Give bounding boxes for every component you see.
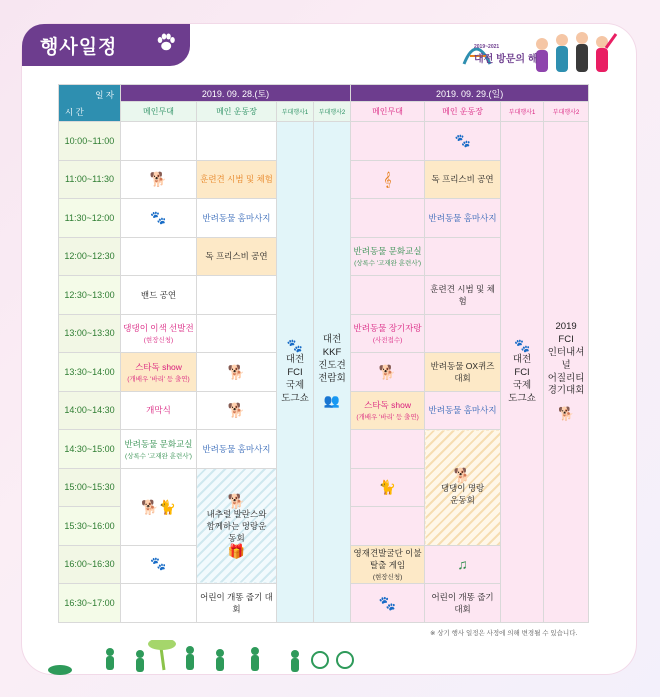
dog-icon: 🐕 (453, 467, 472, 484)
dog-icon: 🐕 (557, 406, 575, 422)
time-slot: 10:00~11:00 (59, 122, 121, 161)
day2-main-stage-header: 메인무대 (351, 102, 425, 122)
time-slot: 12:00~12:30 (59, 237, 121, 276)
time-slot: 11:00~11:30 (59, 160, 121, 199)
music-note-icon: ♫ (457, 556, 468, 573)
time-slot: 13:30~14:00 (59, 353, 121, 392)
schedule-cell (425, 314, 501, 353)
schedule-cell (425, 122, 501, 161)
day1-main-ground-header: 메인 운동장 (197, 102, 277, 122)
schedule-cell (121, 199, 197, 238)
day1-class: 반려동물 문화교실 (상록수 '고재완 훈련사') (121, 430, 197, 469)
corner-header: 일 자 시 간 (59, 85, 121, 122)
time-slot: 14:30~15:00 (59, 430, 121, 469)
day1-frisbee: 독 프리스비 공연 (197, 237, 277, 276)
dog-icon: 🐕 (227, 402, 246, 419)
day1-opening: 개막식 (121, 391, 197, 430)
day2-startok: 스타독 show (개배우 '바리' 등 출연) (351, 391, 425, 430)
dog-icon: 🐈 (378, 479, 397, 496)
paw-icon: 🐾 (150, 209, 167, 225)
time-slot: 16:30~17:00 (59, 584, 121, 623)
schedule-cell (351, 122, 425, 161)
music-note-icon: 𝄞 (383, 171, 392, 188)
event-logo (456, 24, 626, 86)
schedule-cell (197, 353, 277, 392)
day1-header: 2019. 09. 28.(토) (121, 85, 351, 102)
schedule-cell (425, 237, 501, 276)
dog-icon: 🐕 (378, 363, 397, 380)
paw-icon: 🐾 (378, 594, 397, 611)
schedule-cell (425, 545, 501, 584)
schedule-cell (121, 468, 197, 545)
time-slot: 16:00~16:30 (59, 545, 121, 584)
time-slot: 15:00~15:30 (59, 468, 121, 507)
schedule-cell (351, 584, 425, 623)
schedule-cell (351, 468, 425, 507)
gift-icon: 🎁 (227, 542, 246, 559)
time-slot: 11:30~12:00 (59, 199, 121, 238)
dog-icon: 🐕 (149, 171, 168, 188)
day1-side1-event: 🐾 대전 FCI 국제 도그쇼 (277, 122, 314, 623)
day2-main-ground-header: 메인 운동장 (425, 102, 501, 122)
schedule-table (58, 84, 589, 623)
logo-text: 2019~2021 대전 방문의 해 (474, 44, 538, 65)
day2-class: 반려동물 문화교실 (상록수 '고재완 훈련사') (351, 237, 425, 276)
schedule-cell (197, 276, 277, 315)
dog-icon: 🐕 (227, 492, 246, 509)
day2-side2-header: 부대행사2 (544, 102, 589, 122)
day2-frisbee: 독 프리스비 공연 (425, 160, 501, 199)
day2-training-demo: 훈련견 시범 및 체험 (425, 276, 501, 315)
day2-ox-quiz: 반려동물 OX퀴즈대회 (425, 353, 501, 392)
title-text: 행사일정 (40, 36, 118, 58)
day1-side2-event: 대전 KKF 진도견 전람회 👥 (314, 122, 351, 623)
day1-massage: 반려동물 홈마사지 (197, 199, 277, 238)
paw-icon: 🐾 (454, 132, 471, 148)
day2-massage: 반려동물 홈마사지 (425, 199, 501, 238)
day1-main-stage-header: 메인무대 (121, 102, 197, 122)
day2-talent: 반려동물 장기자랑 (사전접수) (351, 314, 425, 353)
page-title (22, 24, 190, 66)
time-slot: 15:30~16:00 (59, 507, 121, 546)
schedule-cell (351, 160, 425, 199)
people-icon: 👥 (323, 393, 341, 409)
day2-header: 2019. 09. 29.(일) (351, 85, 589, 102)
schedule-cell (197, 122, 277, 161)
paw-icon: 🐾 (150, 556, 167, 572)
day1-startok: 스타독 show (개배우 '바리' 등 출연) (121, 353, 197, 392)
day1-side1-header: 부대행사1 (277, 102, 314, 122)
schedule-cell (121, 122, 197, 161)
schedule-cell (121, 545, 197, 584)
paw-icon (154, 31, 178, 61)
day1-training-demo: 훈련견 시범 및 체험 (197, 160, 277, 199)
schedule-cell (121, 160, 197, 199)
footnote: ※ 상기 행사 일정은 사정에 의해 변경될 수 있습니다. (430, 630, 578, 637)
day2-massage-2: 반려동물 홈마사지 (425, 391, 501, 430)
people-icon (40, 640, 460, 680)
schedule-cell (351, 353, 425, 392)
day1-balance: 🐕 내추럴 발란스와 함께하는 멍랑운동회 🎁 (197, 468, 277, 584)
day2-side2-event: 2019 FCI 인터내셔널 어질리티 경기대회 🐕 (544, 122, 589, 623)
time-slot: 12:30~13:00 (59, 276, 121, 315)
day1-cat-contest: 댕댕이 이색 선발전 (현장신청) (121, 314, 197, 353)
time-slot: 14:00~14:30 (59, 391, 121, 430)
day2-paint: 영재견발굴단 이불탈출 게임 (현장신청) (351, 545, 425, 584)
day1-band: 밴드 공연 (121, 276, 197, 315)
schedule-cell (121, 584, 197, 623)
day2-kids-walk: 어린이 개똥 줍기 대회 (425, 584, 501, 623)
day1-side2-header: 부대행사2 (314, 102, 351, 122)
schedule-cell (197, 391, 277, 430)
schedule-cell (351, 276, 425, 315)
schedule-cell (197, 314, 277, 353)
day2-sports: 🐕 댕댕이 명랑운동회 (425, 430, 501, 546)
dog-icon: 🐕🐈 (141, 498, 176, 515)
schedule-cell (351, 199, 425, 238)
day1-massage-2: 반려동물 홈마사지 (197, 430, 277, 469)
day1-kids-walk: 어린이 개똥 줍기 대회 (197, 584, 277, 623)
dog-icon: 🐕 (227, 363, 246, 380)
day2-side1-header: 부대행사1 (501, 102, 544, 122)
time-slot: 13:00~13:30 (59, 314, 121, 353)
day2-side1-event: 🐾 대전 FCI 국제 도그쇼 (501, 122, 544, 623)
schedule-cell (351, 507, 425, 546)
paw-icon: 🐾 (286, 338, 304, 354)
schedule-cell (351, 430, 425, 469)
paw-icon: 🐾 (513, 338, 531, 354)
schedule-cell (121, 237, 197, 276)
